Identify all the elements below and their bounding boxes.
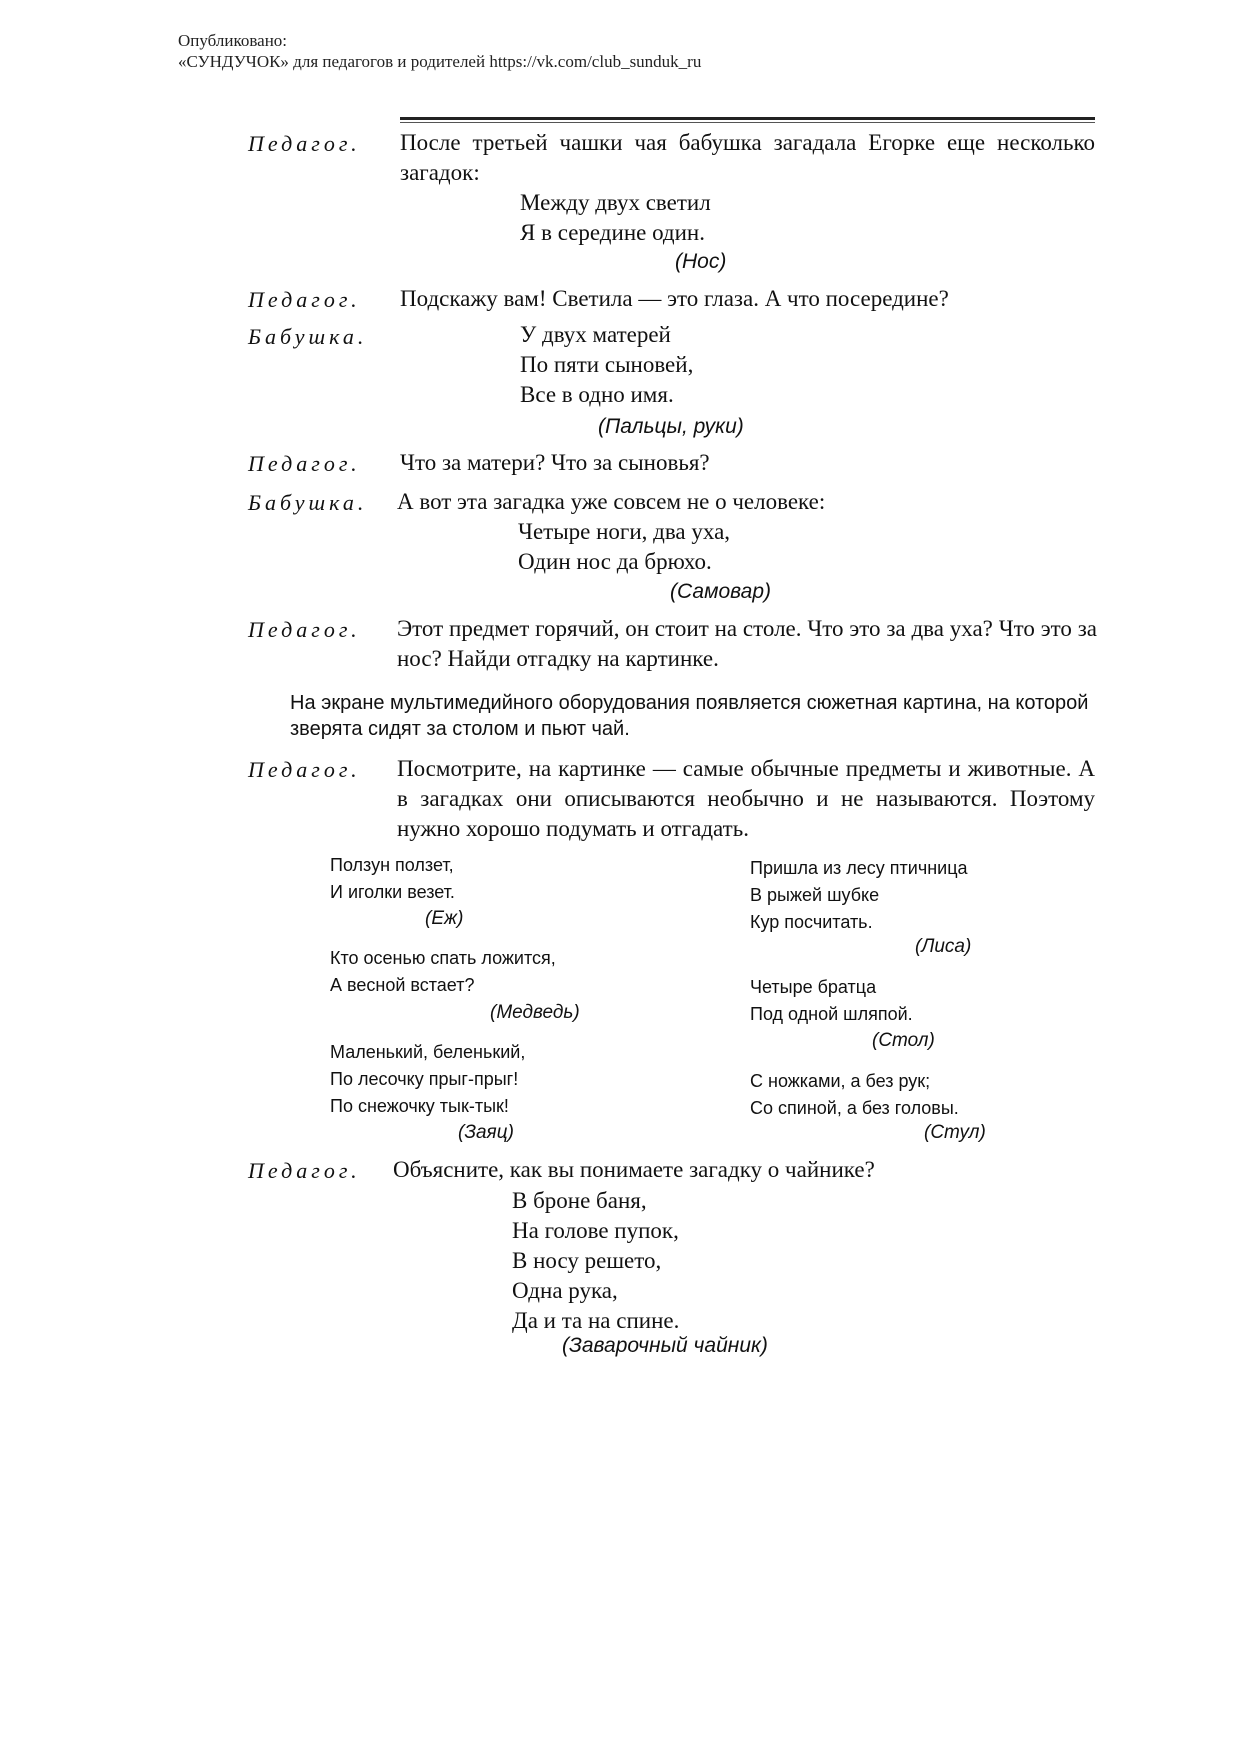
header-published: Опубликовано:: [178, 31, 288, 50]
dialogue-text: Подскажу вам! Светила — это глаза. А что посередине?: [400, 286, 949, 311]
verse-line: Между двух светил: [520, 190, 711, 215]
riddle-verse: [520, 188, 711, 248]
top-rule: [400, 117, 1095, 120]
riddle-verse: [520, 320, 693, 410]
riddle-line: И иголки везет.: [330, 882, 455, 902]
riddle-answer: (Медведь): [490, 1002, 580, 1023]
speaker-label: Бабушка.: [248, 490, 368, 515]
verse-line: Все в одно имя.: [520, 382, 674, 407]
riddle-line: Под одной шляпой.: [750, 1004, 913, 1024]
speaker-label: Педагог.: [248, 131, 361, 156]
riddle-line: Со спиной, а без головы.: [750, 1098, 959, 1118]
riddle-line: Маленький, беленький,: [330, 1042, 526, 1062]
riddle-answer: (Лиса): [915, 936, 972, 957]
riddle-line: В рыжей шубке: [750, 885, 880, 905]
riddle-hare: [330, 1039, 525, 1120]
riddle-line: По снежочку тык-тык!: [330, 1096, 509, 1116]
stage-direction: На экране мультимедийного оборудования появляется сюжетная картина, на которой зверята сидят за столом и пьют чай.: [290, 692, 1089, 740]
publication-header: [178, 30, 701, 72]
dialogue-text: А вот эта загадка уже совсем не о человеке:: [397, 489, 826, 514]
verse-line: Да и та на спине.: [512, 1308, 680, 1333]
riddle-answer: (Заварочный чайник): [562, 1334, 768, 1357]
header-source: «СУНДУЧОК» для педагогов и родителей https://vk.com/club_sunduk_ru: [178, 52, 702, 71]
riddle-table: [750, 974, 913, 1028]
dialogue-text: После третьей чашки чая бабушка загадала Егорке еще несколько загадок:: [400, 130, 1095, 185]
riddle-line: Ползун ползет,: [330, 855, 454, 875]
riddle-line: Четыре братца: [750, 977, 877, 997]
riddle-answer: (Заяц): [458, 1122, 514, 1143]
riddle-answer: (Стол): [872, 1030, 935, 1051]
speaker-label: Педагог.: [248, 451, 361, 476]
top-rule-thin: [400, 122, 1095, 123]
speaker-label: Педагог.: [248, 757, 361, 782]
dialogue-text: Этот предмет горячий, он стоит на столе. Что это за два уха? Что это за нос? Найди отгадку на картинке.: [397, 616, 1097, 671]
riddle-line: Кур посчитать.: [750, 912, 873, 932]
riddle-fox: [750, 855, 968, 936]
riddle-line: С ножками, а без рук;: [750, 1071, 931, 1091]
riddle-line: Пришла из лесу птичница: [750, 858, 968, 878]
verse-line: По пяти сыновей,: [520, 352, 694, 377]
verse-line: В носу решето,: [512, 1248, 662, 1273]
riddle-hedgehog: [330, 852, 455, 906]
verse-line: Я в середине один.: [520, 220, 705, 245]
riddle-chair: [750, 1068, 959, 1122]
riddle-line: По лесочку прыг-прыг!: [330, 1069, 519, 1089]
speaker-label: Педагог.: [248, 1158, 361, 1183]
teapot-riddle-verse: [512, 1186, 679, 1336]
riddle-answer: (Стул): [924, 1122, 986, 1143]
verse-line: У двух матерей: [520, 322, 671, 347]
verse-line: Четыре ноги, два уха,: [518, 519, 731, 544]
verse-line: В броне баня,: [512, 1188, 647, 1213]
dialogue-text: Что за матери? Что за сыновья?: [400, 450, 710, 475]
speaker-label: Педагог.: [248, 617, 361, 642]
verse-line: На голове пупок,: [512, 1218, 679, 1243]
verse-line: Одна рука,: [512, 1278, 618, 1303]
riddle-answer: (Еж): [425, 908, 464, 929]
dialogue-text: Объясните, как вы понимаете загадку о чайнике?: [393, 1157, 875, 1182]
riddle-answer: (Самовар): [670, 580, 772, 603]
riddle-answer: (Пальцы, руки): [598, 415, 744, 438]
riddle-verse: [518, 517, 730, 577]
speaker-label: Бабушка.: [248, 324, 368, 349]
speaker-label: Педагог.: [248, 287, 361, 312]
riddle-line: А весной встает?: [330, 975, 475, 995]
verse-line: Один нос да брюхо.: [518, 549, 712, 574]
riddle-answer: (Нос): [675, 250, 727, 273]
riddle-bear: [330, 945, 556, 999]
riddle-line: Кто осенью спать ложится,: [330, 948, 556, 968]
dialogue-text: Посмотрите, на картинке — самые обычные предметы и животные. А в загадках они описываются необычно и не называются. Поэтому нужно хорошо подумать и отгадать.: [397, 756, 1095, 841]
